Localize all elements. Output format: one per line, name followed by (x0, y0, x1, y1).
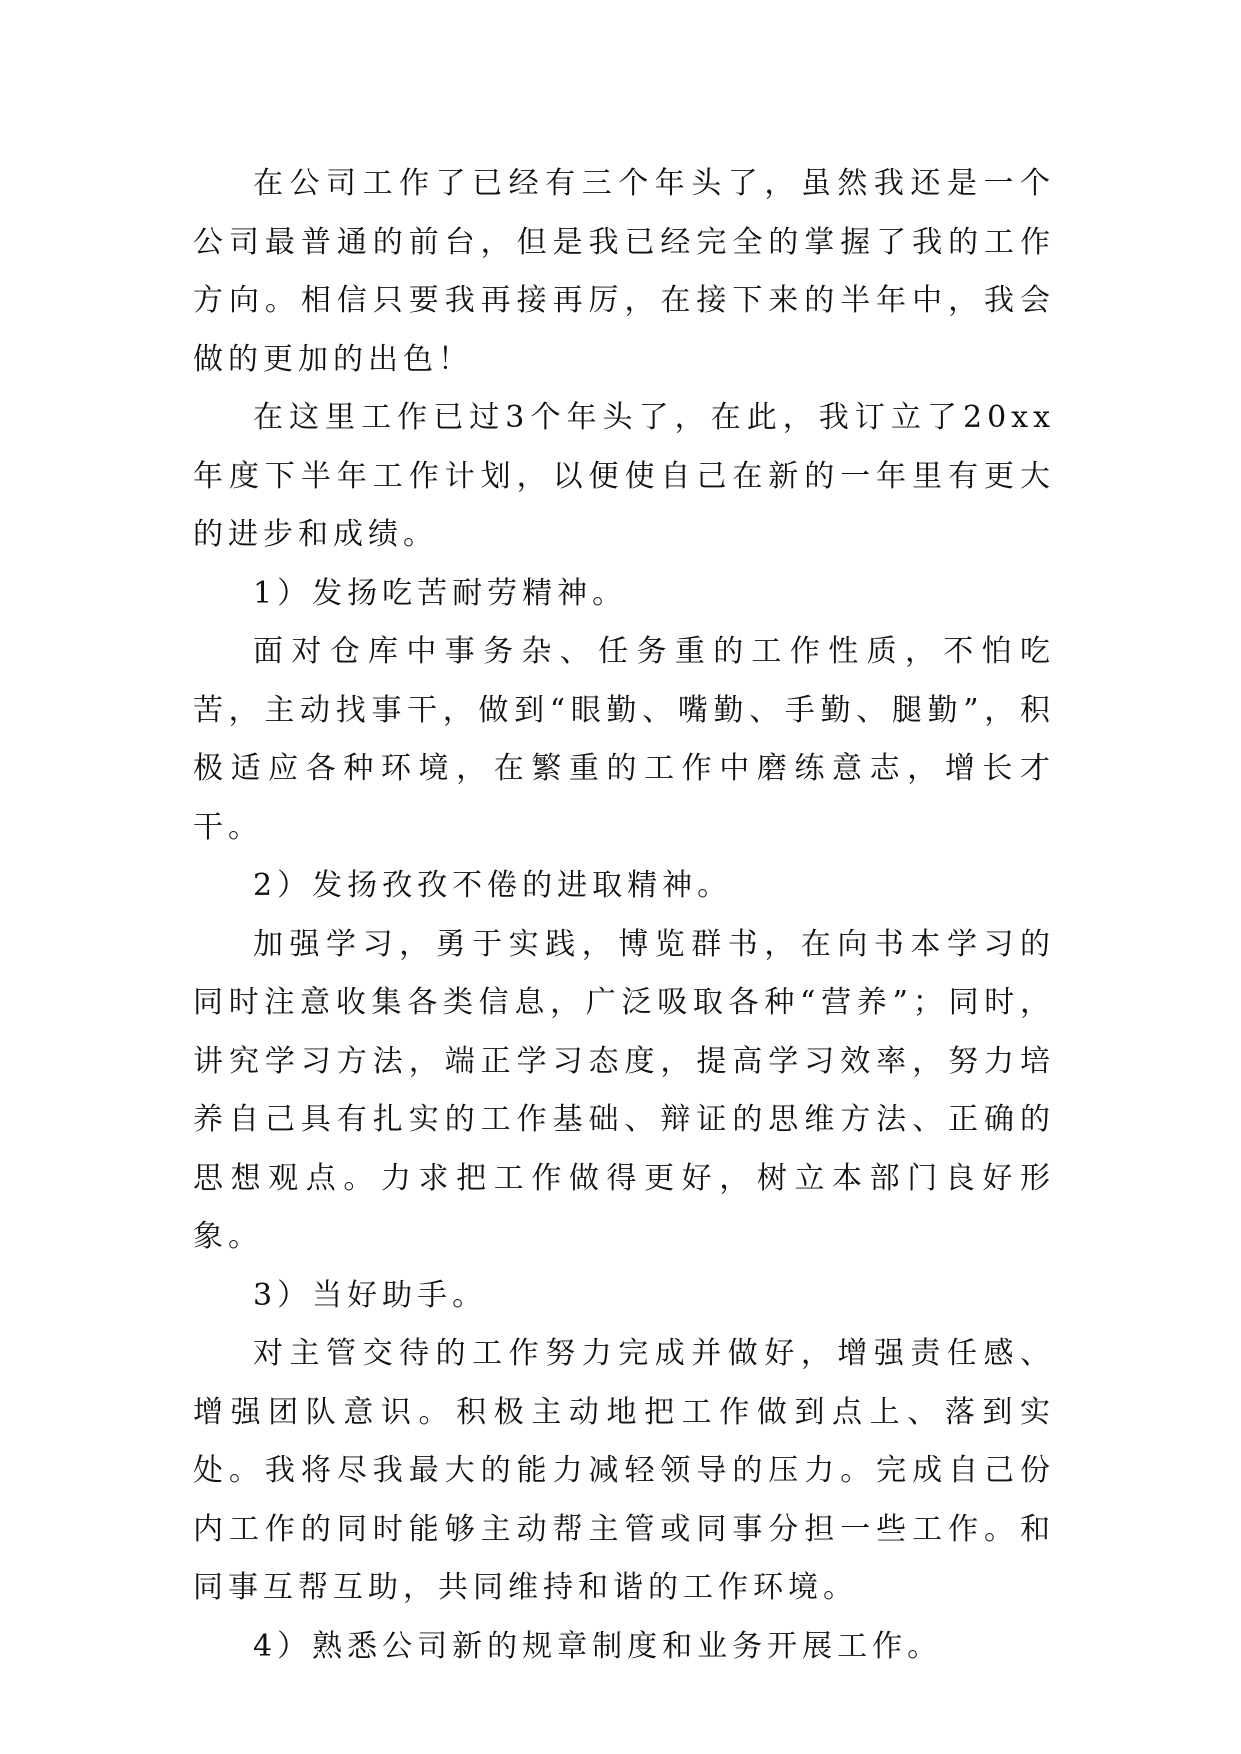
paragraph-plan-overview: 在这里工作已过3个年头了，在此，我订立了20xx年度下半年工作计划，以便使自己在新的一年里有更大的进步和成绩。 (193, 400, 1055, 552)
heading-item-1: 1）发扬吃苦耐劳精神。 (253, 575, 628, 611)
document-body (193, 155, 1055, 1676)
heading-item-3: 3）当好助手。 (253, 1277, 488, 1313)
heading-item-4: 4）熟悉公司新的规章制度和业务开展工作。 (253, 1628, 943, 1664)
paragraph-item-3: 对主管交待的工作努力完成并做好，增强责任感、增强团队意识。积极主动地把工作做到点上、落到实处。我将尽我最大的能力减轻领导的压力。完成自己份内工作的同时能够主动帮主管或同事分担一些工作。和同事互帮互助，共同维持和谐的工作环境。 (193, 1336, 1055, 1605)
paragraph-intro: 在公司工作了已经有三个年头了，虽然我还是一个公司最普通的前台，但是我已经完全的掌握了我的工作方向。相信只要我再接再厉，在接下来的半年中，我会做的更加的出色！ (193, 166, 1055, 377)
paragraph-item-1: 面对仓库中事务杂、任务重的工作性质，不怕吃苦，主动找事干，做到“眼勤、嘴勤、手勤、腿勤”，积极适应各种环境，在繁重的工作中磨练意志，增长才干。 (193, 634, 1055, 845)
paragraph-item-2: 加强学习，勇于实践，博览群书，在向书本学习的同时注意收集各类信息，广泛吸取各种“营养”；同时，讲究学习方法，端正学习态度，提高学习效率，努力培养自己具有扎实的工作基础、辩证的思维方法、正确的思想观点。力求把工作做得更好，树立本部门良好形象。 (193, 926, 1055, 1254)
heading-item-2: 2）发扬孜孜不倦的进取精神。 (253, 868, 733, 903)
